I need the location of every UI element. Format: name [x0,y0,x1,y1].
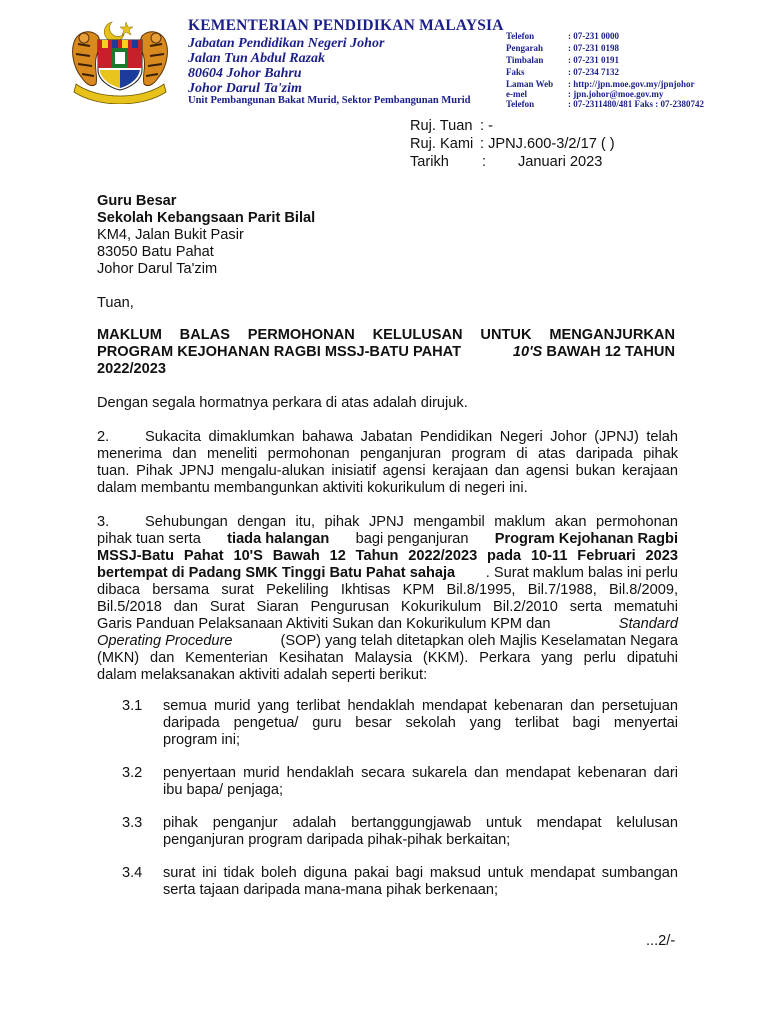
ruj-kami-label: Ruj. Kami [410,136,474,152]
contact-label: e-mel [506,89,527,99]
paragraph-line: Bil.5/2018 dan Surat Siaran Pengurusan Kokurikulum Bil.2/2010 serta mematuhi [97,599,678,615]
item-number: 3.3 [122,815,143,831]
address-street: Jalan Tun Abdul Razak [188,51,326,66]
address-postcode: 80604 Johor Bahru [188,66,302,81]
paragraph-line: dibaca bersama surat Pekeliling Ikhtisas KPM Bil.8/1995, Bil.7/1988, Bil.8/2009, [97,582,678,598]
subject-text: 10'S BAWAH 12 TAHUN [512,344,675,360]
item-line: semua murid yang terlibat hendaklah mendapat kebenaran dan persetujuan [163,698,678,714]
tarikh-label: Tarikh [410,154,449,170]
ruj-tuan-value: : - [480,118,493,134]
item-line: pihak penganjur adalah bertanggungjawab untuk mendapat kelulusan [163,815,678,831]
coat-of-arms-logo [68,18,172,104]
unit-name: Unit Pembangunan Bakat Murid, Sektor Pembangunan Murid [188,95,471,106]
item-number: 3.1 [122,698,143,714]
item-line: program ini; [163,732,241,748]
contact-label: Telefon [506,99,535,109]
contact-label: Faks [506,67,525,77]
contact-label: Timbalan [506,55,544,65]
paragraph-number: 3. [97,514,110,530]
paragraph-line: MSSJ-Batu Pahat 10'S Bawah 12 Tahun 2022/2023 pada 10-11 Februari 2023 [97,548,678,564]
ministry-name: KEMENTERIAN PENDIDIKAN MALAYSIA [188,17,504,34]
address-state: Johor Darul Ta'zim [188,81,302,96]
recipient-address-line: KM4, Jalan Bukit Pasir [97,227,244,243]
tarikh-value: Januari 2023 [518,154,603,170]
opening-sentence: Dengan segala hormatnya perkara di atas adalah dirujuk. [97,395,468,411]
salutation: Tuan, [97,295,134,311]
paragraph-line: (MKN) dan Kementerian Kesihatan Malaysia (KKM). Perkara yang perlu dipatuhi [97,650,678,666]
recipient-address-line: 83050 Batu Pahat [97,244,214,260]
item-number: 3.2 [122,765,143,781]
department-name: Jabatan Pendidikan Negeri Johor [188,36,385,51]
paragraph-line: Garis Panduan Pelaksanaan Aktiviti Sukan dan Kokurikulum KPM dan Standard [97,616,678,632]
contact-value: : 07-231 0000 [568,31,619,41]
paragraph-line: bertempat di Padang SMK Tinggi Batu Pahat sahaja . Surat maklum balas ini perlu [97,565,678,581]
page-continuation-marker: ...2/- [646,933,676,949]
paragraph-line: menerima dan meneliti permohonan penganjuran program di atas daripada pihak [97,446,678,462]
item-line: penyertaan murid hendaklah secara sukarela dan mendapat kebenaran dari [163,765,678,781]
contact-label: Telefon [506,31,535,41]
recipient-school: Sekolah Kebangsaan Parit Bilal [97,210,316,226]
paragraph-line: Sehubungan dengan itu, pihak JPNJ mengambil maklum akan permohonan [145,514,678,530]
recipient-address-line: Johor Darul Ta'zim [97,261,218,277]
subject-line: 2022/2023 [97,361,166,377]
contact-label: Pengarah [506,43,543,53]
paragraph-line: tuan. Pihak JPNJ mengalu-alukan inisiatif agensi kerajaan dan agensi bukan kerajaan [97,463,678,479]
paragraph-line: Sukacita dimaklumkan bahawa Jabatan Pendidikan Negeri Johor (JPNJ) telah [145,429,678,445]
subject-text: PROGRAM KEJOHANAN RAGBI MSSJ-BATU PAHAT [97,344,462,360]
item-number: 3.4 [122,865,143,881]
contact-value: : 07-2311480/481 Faks : 07-2380742 [568,99,704,109]
ruj-kami-value: : JPNJ.600-3/2/17 ( ) [480,136,615,152]
ruj-tuan-label: Ruj. Tuan [410,118,473,134]
item-line: daripada pengetua/ guru besar sekolah yang terlibat bagi menyertai [163,715,678,731]
contact-value: : 07-234 7132 [568,67,619,77]
recipient-title: Guru Besar [97,193,177,209]
item-line: serta tajaan daripada mana-mana pihak berkenaan; [163,882,499,898]
paragraph-line: Operating Procedure (SOP) yang telah ditetapkan oleh Majlis Keselamatan Negara [97,633,678,649]
item-line: penganjuran program daripada pihak-pihak berkaitan; [163,832,511,848]
website-link[interactable]: : http://jpn.moe.gov.my/jpnjohor [568,79,695,89]
paragraph-number: 2. [97,429,110,445]
paragraph-line: pihak tuan serta tiada halangan bagi penganjuran Program Kejohanan Ragbi [97,531,678,547]
subject-line: MAKLUM BALAS PERMOHONAN KELULUSAN UNTUK MENGANJURKAN [97,327,675,343]
tarikh-colon: : [482,154,487,170]
item-line: surat ini tidak boleh diguna pakai bagi maksud untuk mendapat sumbangan [163,865,678,881]
contact-value: : 07-231 0191 [568,55,619,65]
contact-value: : 07-231 0198 [568,43,619,53]
email-link[interactable]: : jpn.johor@moe.gov.my [568,89,664,99]
subject-line [97,344,675,361]
paragraph-line: dalam melaksanakan aktiviti adalah seperti berikut: [97,667,428,683]
contact-label: Laman Web [506,79,554,89]
item-line: ibu bapa/ penjaga; [163,782,284,798]
paragraph-line: dalam membantu membangunkan aktiviti kokurikulum di negeri ini. [97,480,528,496]
